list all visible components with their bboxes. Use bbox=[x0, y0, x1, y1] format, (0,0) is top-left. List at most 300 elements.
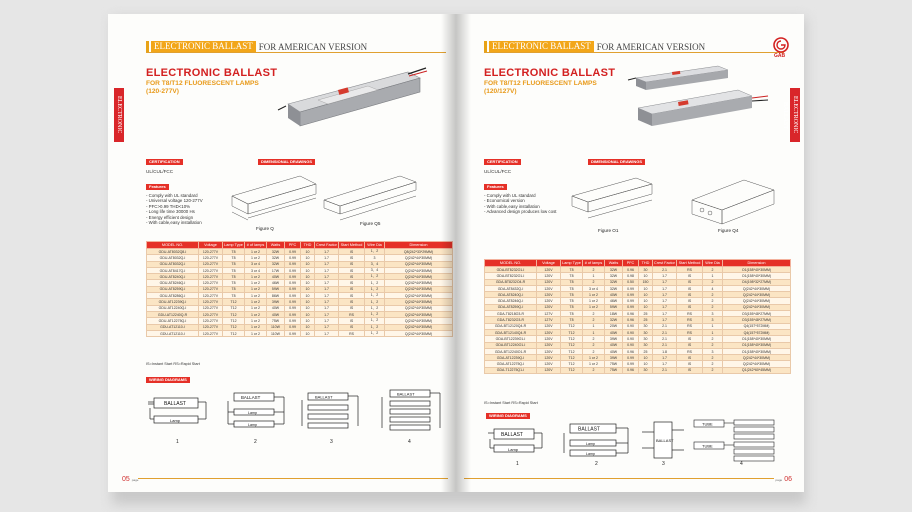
wd2-lamp-text-a: Lamp bbox=[248, 411, 257, 415]
table-cell: 0.96 bbox=[623, 317, 639, 323]
right-fig1-caption: Figure O1 bbox=[598, 228, 619, 233]
table-cell: 1.7 bbox=[315, 255, 339, 261]
table-cell: 1.8 bbox=[653, 348, 677, 354]
table-cell: 32W bbox=[605, 267, 623, 273]
left-fig2-caption: Figure Q5 bbox=[360, 221, 381, 226]
table-cell: 3 bbox=[703, 317, 723, 323]
table-cell: 1 or 2 bbox=[245, 324, 267, 330]
table-cell: RS bbox=[339, 330, 365, 336]
table-cell: GDU-AT8286Q-I bbox=[147, 293, 199, 299]
table-cell: 10 bbox=[301, 305, 315, 311]
table-cell: T12 bbox=[561, 367, 583, 373]
table-cell: 40W bbox=[605, 342, 623, 348]
header-rule bbox=[484, 52, 784, 53]
table-cell: 120-277V bbox=[199, 280, 223, 286]
table-cell: 120-277V bbox=[199, 299, 223, 305]
table-cell: IS bbox=[339, 293, 365, 299]
rwd3-ballast-text: BALLAST bbox=[656, 438, 674, 443]
table-cell: 1.7 bbox=[315, 311, 339, 317]
right-footnote: IS=Instant Start RS=Rapid Start bbox=[484, 401, 538, 405]
table-cell: 75W bbox=[605, 361, 623, 367]
table-cell: 1、2 bbox=[365, 318, 385, 324]
table-cell: 1.7 bbox=[653, 361, 677, 367]
table-header-cell: Crest Factor bbox=[654, 261, 675, 265]
table-cell: 2.1 bbox=[653, 336, 677, 342]
table-cell: 120-277V bbox=[199, 274, 223, 280]
table-cell: IS bbox=[339, 255, 365, 261]
table-header-cell: THD bbox=[301, 242, 315, 249]
table-cell: T12 bbox=[223, 305, 245, 311]
wd3-ballast-text: BALLAST bbox=[315, 394, 333, 400]
table-cell: IS bbox=[677, 273, 703, 279]
table-cell: T8 bbox=[561, 267, 583, 273]
table-cell: 18W bbox=[605, 311, 623, 317]
table-cell: 120-277V bbox=[199, 305, 223, 311]
right-features-label: Features bbox=[484, 184, 507, 190]
table-header-row bbox=[147, 242, 453, 249]
table-cell: Q(242*44*30MM) bbox=[385, 267, 453, 273]
table-header-cell: Lamp Type bbox=[562, 261, 581, 265]
table-cell: 1、2 bbox=[365, 299, 385, 305]
table-cell: Q(242*44*30MM) bbox=[385, 305, 453, 311]
table-cell: 120V bbox=[537, 304, 561, 310]
table-header-cell: Voltage bbox=[199, 242, 223, 249]
right-wiring-label: WIRING DIAGRAMS bbox=[486, 413, 530, 419]
table-cell: T12 bbox=[223, 299, 245, 305]
table-cell: RS bbox=[677, 348, 703, 354]
table-cell: GDA-AT8240Q-I bbox=[485, 292, 537, 298]
table-cell: 1.7 bbox=[315, 299, 339, 305]
right-page-num-text: 06 bbox=[784, 476, 792, 483]
table-cell: 2 bbox=[703, 342, 723, 348]
table-cell: 1.7 bbox=[653, 311, 677, 317]
left-certification: UL/CUL/FCC bbox=[146, 169, 174, 174]
table-cell: 59W bbox=[605, 304, 623, 310]
table-cell: T8 bbox=[223, 293, 245, 299]
right-figure-q4-drawing bbox=[684, 174, 784, 226]
table-cell: 0.96 bbox=[623, 311, 639, 317]
table-cell: 32W bbox=[605, 279, 623, 285]
table-cell: IS bbox=[677, 361, 703, 367]
table-cell: 2.1 bbox=[653, 329, 677, 335]
table-cell: 10 bbox=[301, 249, 315, 255]
table-cell: 3 bbox=[703, 348, 723, 354]
table-cell: 0.90 bbox=[623, 336, 639, 342]
table-cell: 46W bbox=[605, 298, 623, 304]
wd2-ballast-text: BALLAST bbox=[241, 395, 261, 400]
right-ballast-photos bbox=[628, 64, 778, 136]
table-cell: 120-277V bbox=[199, 261, 223, 267]
table-cell: 0.99 bbox=[285, 299, 301, 305]
table-cell: 110W bbox=[267, 330, 285, 336]
table-cell: GDU-AT8417Q-I bbox=[147, 267, 199, 273]
table-cell: GDU-AT12110-I bbox=[147, 330, 199, 336]
table-cell: T8 bbox=[561, 292, 583, 298]
table-cell: IS bbox=[677, 336, 703, 342]
table-cell: GDU-AT8032Q8-I bbox=[147, 249, 199, 255]
table-cell: 1、2 bbox=[365, 280, 385, 286]
table-cell: T12 bbox=[561, 323, 583, 329]
feature-item: - PFC>0.99 THD<10% bbox=[146, 203, 191, 209]
table-cell: 2 bbox=[583, 348, 605, 354]
table-cell: 2 bbox=[703, 292, 723, 298]
table-cell: 0.99 bbox=[285, 311, 301, 317]
table-cell: 1.7 bbox=[653, 273, 677, 279]
feature-item: - Energy efficient design bbox=[146, 214, 194, 220]
right-wire-label-2: 2 bbox=[595, 461, 598, 467]
left-wiring-diagram-2 bbox=[226, 391, 290, 437]
table-cell: T8 bbox=[223, 255, 245, 261]
table-cell: Q(242*44*30MM) bbox=[385, 293, 453, 299]
table-cell: 120-277V bbox=[199, 311, 223, 317]
table-cell: T12 bbox=[561, 361, 583, 367]
table-cell: IS bbox=[339, 267, 365, 273]
table-cell: 30 bbox=[639, 342, 653, 348]
table-cell: GDU-AT8032Q-I bbox=[147, 261, 199, 267]
table-cell: 120-277V bbox=[199, 267, 223, 273]
table-cell: 120V bbox=[537, 355, 561, 361]
table-header-cell: # of lamps bbox=[583, 260, 605, 267]
table-cell: O1(158*40*30MM) bbox=[723, 267, 791, 273]
table-cell: GDA-T8232O3-R bbox=[485, 317, 537, 323]
table-cell: 4 bbox=[703, 285, 723, 291]
table-row bbox=[485, 367, 791, 373]
table-cell: 17W bbox=[267, 267, 285, 273]
table-cell: 0.99 bbox=[285, 274, 301, 280]
table-header-cell: MODEL NO. bbox=[147, 242, 199, 249]
table-cell: 46W bbox=[267, 280, 285, 286]
table-cell: RS bbox=[677, 311, 703, 317]
table-cell: 1、2 bbox=[365, 274, 385, 280]
table-cell: 30 bbox=[639, 336, 653, 342]
table-cell: 30 bbox=[639, 323, 653, 329]
table-cell: T8 bbox=[223, 286, 245, 292]
left-page-num-text: 05 bbox=[122, 476, 130, 483]
table-cell: RS bbox=[677, 317, 703, 323]
table-cell: 10 bbox=[639, 298, 653, 304]
table-cell: 1.7 bbox=[653, 317, 677, 323]
table-cell: 2.1 bbox=[653, 367, 677, 373]
rwd2-lamp-text-b: Lamp bbox=[586, 452, 595, 456]
left-ballast-photo bbox=[278, 70, 428, 126]
table-cell: 1 or 2 bbox=[245, 305, 267, 311]
wd2-lamp-text-b: Lamp bbox=[248, 423, 257, 427]
table-header-cell: Watts bbox=[267, 242, 285, 249]
table-cell: 0.99 bbox=[285, 318, 301, 324]
table-cell: Q(242*44*30MM) bbox=[385, 299, 453, 305]
table-cell: 2.1 bbox=[653, 267, 677, 273]
table-cell: 0.99 bbox=[285, 305, 301, 311]
table-header-cell: Voltage bbox=[537, 260, 561, 267]
table-cell: 32W bbox=[605, 285, 623, 291]
table-cell: Q1(242*60*45MM) bbox=[723, 367, 791, 373]
table-cell: 2 bbox=[703, 298, 723, 304]
table-cell: Q4(157*572MM) bbox=[723, 329, 791, 335]
table-cell: 120V bbox=[537, 361, 561, 367]
table-cell: 40W bbox=[267, 274, 285, 280]
rwd1-lamp-text: Lamp bbox=[508, 447, 519, 452]
table-header-cell: Crest Factor bbox=[316, 243, 337, 247]
table-cell: 120-277V bbox=[199, 324, 223, 330]
table-cell: 0.98 bbox=[623, 273, 639, 279]
table-cell: 120V bbox=[537, 348, 561, 354]
table-cell: T8 bbox=[223, 280, 245, 286]
left-wiring-label: WIRING DIAGRAMS bbox=[146, 377, 190, 383]
table-cell: 32W bbox=[605, 273, 623, 279]
table-cell: Q(242*44*30MM) bbox=[385, 318, 453, 324]
table-cell: GDA-AT8259Q-I bbox=[485, 304, 537, 310]
table-cell: T12 bbox=[223, 330, 245, 336]
header-accent-bar bbox=[484, 41, 487, 52]
table-cell: 10 bbox=[301, 261, 315, 267]
wd1-lamp-text: Lamp bbox=[170, 418, 181, 423]
feature-item: - Comply with UL standard bbox=[146, 193, 198, 198]
table-cell: 40W bbox=[605, 329, 623, 335]
table-cell: 0.96 bbox=[623, 267, 639, 273]
table-cell: 1、2 bbox=[365, 249, 385, 255]
table-cell: 2 bbox=[703, 279, 723, 285]
right-page bbox=[456, 14, 804, 492]
table-cell: Q(242*44*30MM) bbox=[385, 324, 453, 330]
right-footer-rule bbox=[464, 478, 774, 479]
table-cell: GDA-AT12275Q-I bbox=[485, 361, 537, 367]
table-cell: 40W bbox=[605, 348, 623, 354]
table-cell: GDA-BT12239O1-I bbox=[485, 336, 537, 342]
table-cell: O1(158*40*30MM) bbox=[723, 348, 791, 354]
table-cell: 39W bbox=[605, 355, 623, 361]
right-page-number bbox=[776, 476, 792, 483]
table-cell: 2 bbox=[583, 367, 605, 373]
table-cell: 1、2 bbox=[365, 330, 385, 336]
table-cell: 40W bbox=[605, 292, 623, 298]
table-cell: IS bbox=[339, 280, 365, 286]
table-cell: 2 bbox=[583, 279, 605, 285]
table-cell: RS bbox=[677, 267, 703, 273]
table-cell: GDU-AT8032Q-I bbox=[147, 255, 199, 261]
table-cell: T8 bbox=[561, 273, 583, 279]
table-cell: 10 bbox=[301, 286, 315, 292]
table-cell: Q(242*44*30MM) bbox=[385, 311, 453, 317]
table-cell: 2 bbox=[703, 304, 723, 310]
feature-item: - Economical version bbox=[484, 198, 525, 204]
left-wire-label-2: 2 bbox=[254, 439, 257, 445]
table-cell: 1 or 2 bbox=[583, 298, 605, 304]
left-wire-label-4: 4 bbox=[408, 439, 411, 445]
right-drawings-label: DIMENSIONAL DRAWINGS bbox=[588, 159, 645, 165]
right-page-word: page bbox=[775, 477, 783, 482]
right-fig2-caption: Figure Q4 bbox=[718, 228, 739, 233]
table-header-row bbox=[485, 260, 791, 267]
table-cell: GDA-BT8232O1-I bbox=[485, 267, 537, 273]
left-footnote: IS=Instant Start RS=Rapid Start bbox=[146, 362, 200, 366]
rwd4-tube-text-b: TUBE bbox=[702, 443, 713, 449]
feature-item: - With cable,easy installation bbox=[484, 203, 540, 209]
table-cell: 2 bbox=[583, 336, 605, 342]
table-cell: Q(242*44*30MM) bbox=[385, 330, 453, 336]
table-cell: 25 bbox=[639, 311, 653, 317]
feature-item: - With cable,easy installation bbox=[146, 220, 202, 225]
feature-item: - Advanced design produces low cost bbox=[484, 209, 557, 215]
table-cell: 1.7 bbox=[315, 293, 339, 299]
table-cell: 1 or 2 bbox=[583, 355, 605, 361]
table-cell: 120-277V bbox=[199, 255, 223, 261]
table-cell: 32W bbox=[605, 317, 623, 323]
left-product-voltage: (120-277V) bbox=[146, 88, 179, 95]
table-cell: 120-277V bbox=[199, 286, 223, 292]
table-cell: T12 bbox=[561, 348, 583, 354]
table-cell: T8 bbox=[223, 267, 245, 273]
table-cell: 127V bbox=[537, 311, 561, 317]
table-cell: IS bbox=[677, 367, 703, 373]
table-cell: 10 bbox=[301, 280, 315, 286]
table-cell: T8 bbox=[561, 311, 583, 317]
table-cell: IS bbox=[339, 249, 365, 255]
table-cell: IS bbox=[677, 304, 703, 310]
table-cell: RS bbox=[339, 311, 365, 317]
header-accent-bar bbox=[146, 41, 149, 52]
left-product-title: ELECTRONIC BALLAST bbox=[146, 67, 278, 79]
table-cell: 1.7 bbox=[653, 298, 677, 304]
table-cell: 120-277V bbox=[199, 249, 223, 255]
table-cell: Q(242*44*30MM) bbox=[723, 298, 791, 304]
table-cell: 150 bbox=[639, 279, 653, 285]
table-cell: 40W bbox=[267, 305, 285, 311]
wd1-ballast-text: BALLAST bbox=[164, 401, 186, 407]
table-cell: RS bbox=[677, 329, 703, 335]
table-cell: 1.7 bbox=[653, 355, 677, 361]
table-cell: 1.7 bbox=[653, 304, 677, 310]
table-cell: Q(242*44*30MM) bbox=[723, 292, 791, 298]
feature-item: - Universal voltage 120-277V bbox=[146, 198, 203, 204]
table-cell: 2.1 bbox=[653, 323, 677, 329]
left-drawings-label: DIMENSIONAL DRAWINGS bbox=[258, 159, 315, 165]
table-cell: T12 bbox=[223, 324, 245, 330]
table-cell: Q(242*44*30MM) bbox=[723, 304, 791, 310]
table-cell: 1 or 2 bbox=[583, 304, 605, 310]
table-cell: 3、4 bbox=[365, 267, 385, 273]
table-cell: 2 bbox=[583, 267, 605, 273]
right-product-subtitle: FOR T8/T12 FLUORESCENT LAMPS bbox=[484, 80, 597, 87]
table-cell: GDA-AT8246Q-I bbox=[485, 298, 537, 304]
table-cell: 25 bbox=[639, 317, 653, 323]
table-cell: Q(242*44*30MM) bbox=[385, 274, 453, 280]
table-cell: 120-277V bbox=[199, 293, 223, 299]
table-cell: 75W bbox=[267, 318, 285, 324]
table-cell: 30 bbox=[639, 329, 653, 335]
table-cell: Q8(242*33*29MM) bbox=[385, 249, 453, 255]
table-cell: IS bbox=[339, 261, 365, 267]
table-cell: O1(158*40*30MM) bbox=[723, 342, 791, 348]
table-cell: GDU-AT12239Q-I bbox=[147, 299, 199, 305]
table-cell: 10 bbox=[639, 292, 653, 298]
table-cell: 0.99 bbox=[623, 292, 639, 298]
left-wire-label-1: 1 bbox=[176, 439, 179, 445]
table-cell: IS bbox=[677, 285, 703, 291]
left-page bbox=[108, 14, 456, 492]
table-cell: GDA-AT8432Q-I bbox=[485, 285, 537, 291]
table-cell: 3 bbox=[703, 311, 723, 317]
table-cell: 3 or 4 bbox=[245, 261, 267, 267]
table-cell: 0.96 bbox=[623, 367, 639, 373]
table-cell: O1(158*40*30MM) bbox=[723, 273, 791, 279]
table-cell: T12 bbox=[561, 336, 583, 342]
table-cell: 1 or 2 bbox=[245, 293, 267, 299]
right-wire-label-3: 3 bbox=[662, 461, 665, 467]
right-header-rest: FOR AMERICAN VERSION bbox=[596, 41, 706, 52]
table-cell: 10 bbox=[301, 299, 315, 305]
table-cell: 0.99 bbox=[285, 255, 301, 261]
table-cell: 0.99 bbox=[285, 280, 301, 286]
table-cell: 10 bbox=[301, 274, 315, 280]
table-cell: 3、4 bbox=[365, 261, 385, 267]
left-header-rest: FOR AMERICAN VERSION bbox=[258, 41, 368, 52]
table-cell: Q4(157*572MM) bbox=[723, 323, 791, 329]
table-cell: 1.7 bbox=[653, 285, 677, 291]
table-cell: T8 bbox=[561, 317, 583, 323]
left-wiring-diagram-1 bbox=[148, 394, 212, 434]
table-cell: 0.90 bbox=[623, 342, 639, 348]
table-cell: 10 bbox=[639, 273, 653, 279]
right-wiring-diagram-1 bbox=[488, 425, 546, 459]
left-spec-table bbox=[146, 241, 453, 337]
table-cell: Q(242*44*30MM) bbox=[385, 286, 453, 292]
table-cell: 30 bbox=[639, 367, 653, 373]
right-side-tab: ELECTRONIC BALLAST bbox=[790, 88, 800, 142]
table-cell: 30 bbox=[639, 267, 653, 273]
left-features-label: Features bbox=[146, 184, 169, 190]
table-cell: 1 bbox=[703, 323, 723, 329]
table-cell: 120V bbox=[537, 292, 561, 298]
table-cell: O1(158*40*30MM) bbox=[723, 336, 791, 342]
table-cell: 10 bbox=[301, 293, 315, 299]
table-cell: 120V bbox=[537, 336, 561, 342]
table-cell: 10 bbox=[301, 267, 315, 273]
table-cell: 1、2 bbox=[365, 305, 385, 311]
table-cell: Q(242*44*30MM) bbox=[385, 280, 453, 286]
right-certification-label: CERTIFICATION bbox=[484, 159, 521, 165]
left-figure-q5-drawing bbox=[320, 172, 424, 226]
table-cell: T8 bbox=[561, 298, 583, 304]
table-cell: IS bbox=[339, 305, 365, 311]
table-cell: 1 or 2 bbox=[245, 311, 267, 317]
table-cell: 120-277V bbox=[199, 330, 223, 336]
table-cell: T8 bbox=[561, 304, 583, 310]
table-cell: 75W bbox=[605, 367, 623, 373]
table-cell: 1 or 2 bbox=[245, 255, 267, 261]
left-page-number bbox=[122, 476, 138, 483]
table-cell: 0.96 bbox=[623, 348, 639, 354]
table-cell: 1、2 bbox=[365, 311, 385, 317]
table-cell: 120V bbox=[537, 273, 561, 279]
table-cell: 1 or 2 bbox=[245, 286, 267, 292]
rwd1-ballast-text: BALLAST bbox=[501, 432, 523, 438]
table-cell: 1 bbox=[703, 273, 723, 279]
table-header-cell: Lamp Type bbox=[224, 243, 243, 247]
table-cell: 32W bbox=[267, 249, 285, 255]
table-cell: GDU-AT12240Q-I bbox=[147, 305, 199, 311]
table-cell: 1、2 bbox=[365, 293, 385, 299]
table-cell: 39W bbox=[267, 299, 285, 305]
right-certification: UL/CUL/FCC bbox=[484, 169, 512, 174]
table-cell: 0.99 bbox=[623, 361, 639, 367]
table-cell: IS bbox=[677, 298, 703, 304]
table-cell: IS bbox=[339, 324, 365, 330]
table-cell: 1.7 bbox=[315, 267, 339, 273]
left-figure-q-drawing bbox=[226, 172, 326, 226]
table-cell: Q(242*44*30MM) bbox=[723, 285, 791, 291]
table-header-cell: Dimension bbox=[723, 260, 791, 267]
table-cell: 110W bbox=[267, 324, 285, 330]
